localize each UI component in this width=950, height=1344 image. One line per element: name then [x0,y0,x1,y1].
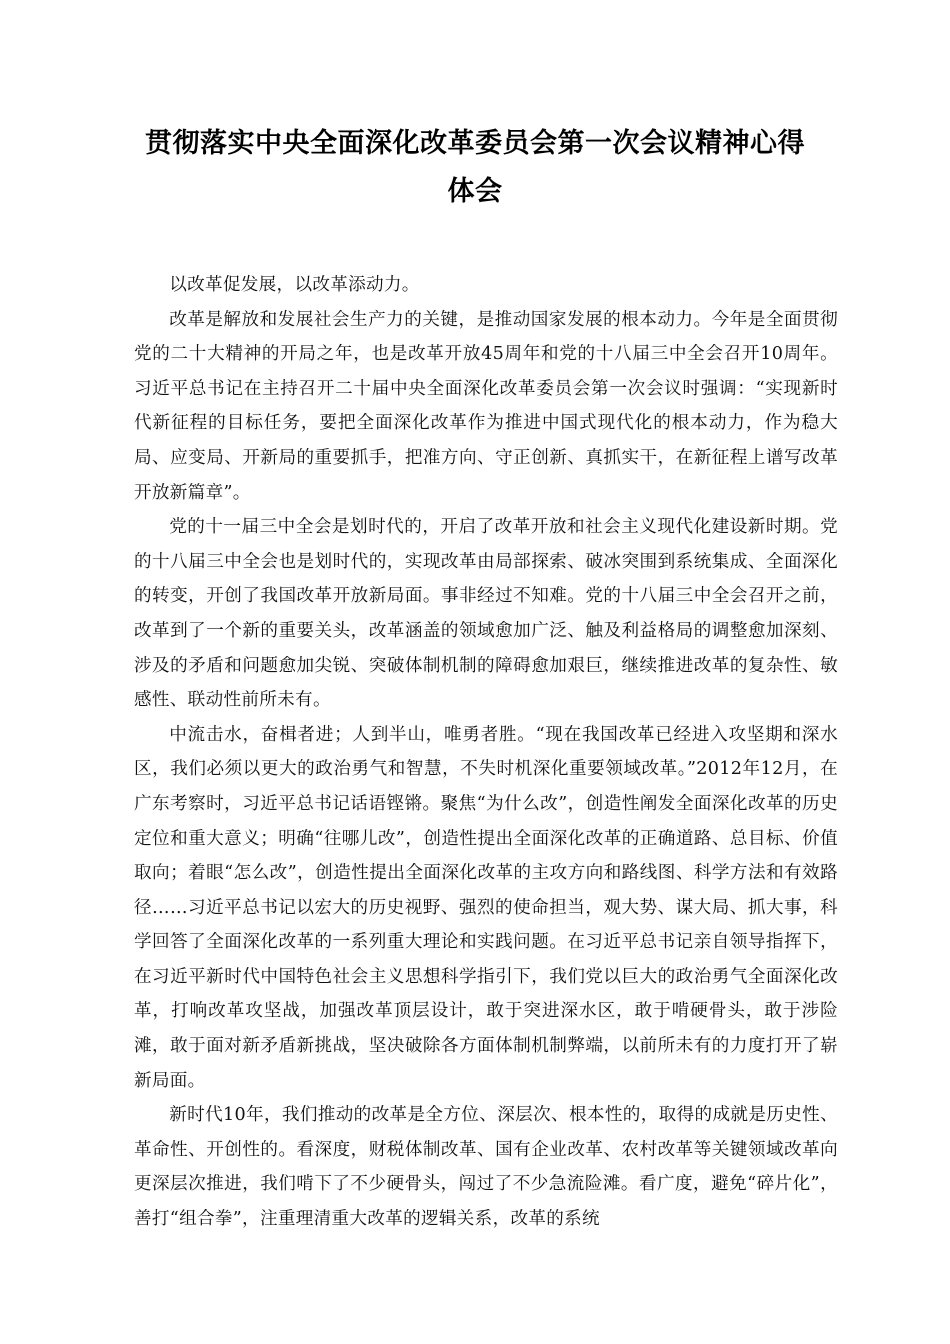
document-body [134,268,838,1237]
paragraph-2: 改革是解放和发展社会生产力的关键，是推动国家发展的根本动力。今年是全面贯彻党的二十大精神的开局之年，也是改革开放45周年和党的十八届三中全会召开10周年。习近平总书记在主持召开二十届中央全面深化改革委员会第一次会议时强调：“实现新时代新征程的目标任务，要把全面深化改革作为推进中国式现代化的根本动力，作为稳大局、应变局、开新局的重要抓手，把准方向、守正创新、真抓实干，在新征程上谱写改革开放新篇章”。 [134,309,838,503]
paragraph-3: 党的十一届三中全会是划时代的，开启了改革开放和社会主义现代化建设新时期。党的十八届三中全会也是划时代的，实现改革由局部探索、破冰突围到系统集成、全面深化的转变，开创了我国改革开放新局面。事非经过不知难。党的十八届三中全会召开之前，改革到了一个新的重要关头，改革涵盖的领域愈加广泛、触及利益格局的调整愈加深刻、涉及的矛盾和问题愈加尖锐、突破体制机制的障碍愈加艰巨，继续推进改革的复杂性、敏感性、联动性前所未有。 [134,517,838,711]
title-line-2: 体会 [447,176,503,207]
paragraph-5: 新时代10年，我们推动的改革是全方位、深层次、根本性的，取得的成就是历史性、革命性、开创性的。看深度，财税体制改革、国有企业改革、农村改革等关键领域改革向更深层次推进，我们啃下了不少硬骨头，闯过了不少急流险滩。看广度，避免“碎片化”，善打“组合拳”，注重理清重大改革的逻辑关系，改革的系统 [134,1105,838,1230]
paragraph-4: 中流击水，奋楫者进；人到半山，唯勇者胜。“现在我国改革已经进入攻坚期和深水区，我们必须以更大的政治勇气和智慧，不失时机深化重要领域改革。”2012年12月，在广东考察时，习近平总书记话语铿锵。聚焦“为什么改”，创造性阐发全面深化改革的历史定位和重大意义；明确“往哪儿改”，创造性提出全面深化改革的正确道路、总目标、价值取向；着眼“怎么改”，创造性提出全面深化改革的主攻方向和路线图、科学方法和有效路径……习近平总书记以宏大的历史视野、强烈的使命担当，观大势、谋大局、抓大事，科学回答了全面深化改革的一系列重大理论和实践问题。在习近平总书记亲自领导指挥下，在习近平新时代中国特色社会主义思想科学指引下，我们党以巨大的政治勇气全面深化改革，打响改革攻坚战，加强改革顶层设计，敢于突进深水区，敢于啃硬骨头，敢于涉险滩，敢于面对新矛盾新挑战，坚决破除各方面体制机制弊端，以前所未有的力度打开了崭新局面。 [134,724,838,1091]
paragraph-1: 以改革促发展，以改革添动力。 [169,275,420,295]
document-title [120,120,830,216]
title-line-1: 贯彻落实中央全面深化改革委员会第一次会议精神心得 [145,128,805,159]
